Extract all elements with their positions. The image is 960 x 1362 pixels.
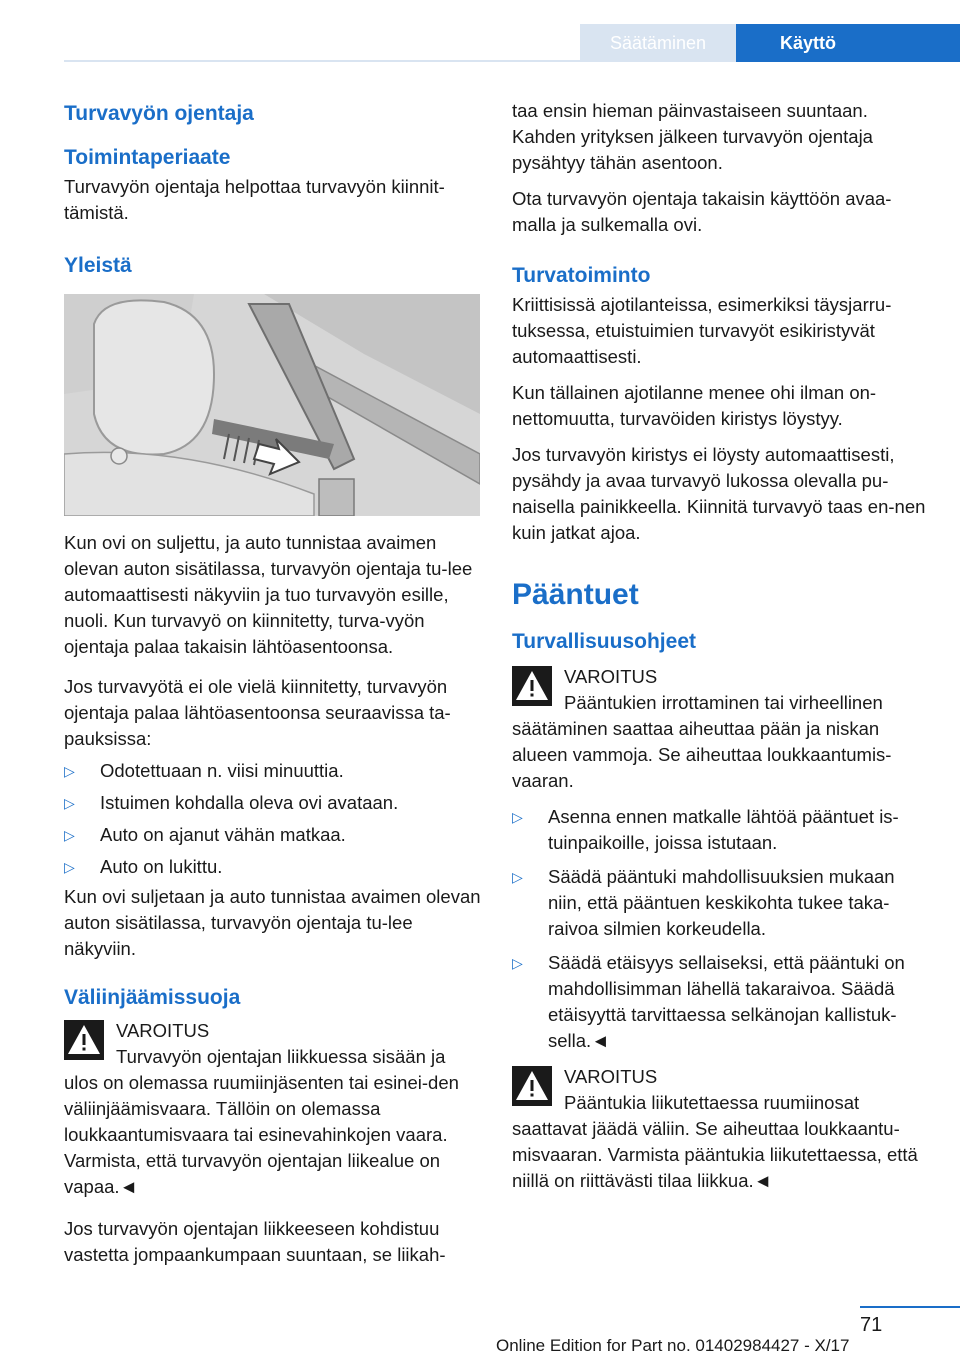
triangle-right-icon: ▷ xyxy=(64,763,75,779)
header-section-label: Säätäminen xyxy=(580,24,736,62)
safety-function-heading: Turvatoiminto xyxy=(512,264,651,287)
triangle-right-icon: ▷ xyxy=(512,809,523,825)
left-column xyxy=(64,98,482,1268)
safety-paragraph-2: Kun tällainen ajotilanne menee ohi ilman on‐nettomuutta, turvavöiden kiristys löystyy. xyxy=(512,382,877,429)
warning-block xyxy=(512,1064,930,1194)
triangle-right-icon: ▷ xyxy=(64,859,75,875)
triangle-right-icon: ▷ xyxy=(64,795,75,811)
header-chapter-tab: Käyttö xyxy=(736,24,960,62)
list-item: ▷ Asenna ennen matkalle lähtöä pääntuet is‐tuinpaikoille, joissa istutaan. xyxy=(512,806,899,853)
warning-block xyxy=(512,664,930,794)
headrests-heading: Pääntuet xyxy=(512,578,639,611)
section-title: Turvavyön ojentaja xyxy=(64,102,254,125)
edition-note: Online Edition for Part no. 01402984427 - X/17 xyxy=(496,1336,850,1355)
paragraph-continued: taa ensin hieman päinvastaiseen suuntaan. Kahden yrityksen jälkeen turvavyön ojentaja pysähtyy tähän asentoon. xyxy=(512,100,873,173)
list-item: ▷ Auto on lukittu. xyxy=(64,854,482,880)
belt-extender-illustration xyxy=(64,294,480,516)
safety-paragraph-3: Jos turvavyön kiristys ei löysty automaattisesti, pysähdy ja avaa turvavyö lukossa olevalla pu‐naisella painikkeella. Kiinnitä turvavyö taas en‐nen kuin jatkat ajoa. xyxy=(512,444,926,543)
warning-label: VAROITUS xyxy=(564,1066,658,1087)
warning-first-line: Pääntukia liikutettaessa ruumiinosat xyxy=(564,1092,860,1113)
warning-label: VAROITUS xyxy=(116,1020,210,1041)
list-item: ▷ Säädä etäisyys sellaiseksi, että pääntuki on mahdollisimman lähellä takaraivoa. Säädä etäisyyttä tarvittaessa selkänojan kallistuk‐sella.◄ xyxy=(512,952,905,1051)
triangle-right-icon: ▷ xyxy=(512,869,523,885)
warning-first-line: Turvavyön ojentajan liikkuessa sisään ja xyxy=(116,1046,446,1067)
general-heading: Yleistä xyxy=(64,254,132,277)
right-column xyxy=(512,98,930,1194)
triangle-right-icon: ▷ xyxy=(64,827,75,843)
list-item: ▷ Odotettuaan n. viisi minuuttia. xyxy=(64,758,482,784)
paragraph-restore: Ota turvavyön ojentaja takaisin käyttöön avaa‐malla ja sulkemalla ovi. xyxy=(512,188,892,235)
return-conditions-list xyxy=(64,758,482,880)
triangle-right-icon: ▷ xyxy=(512,955,523,971)
headrest-instructions-list xyxy=(512,804,930,1054)
pinch-protection-heading: Väliinjäämissuoja xyxy=(64,986,241,1009)
paragraph-1: Kun ovi on suljettu, ja auto tunnistaa avaimen olevan auton sisätilassa, turvavyön ojentaja tu‐lee automaattisesti näkyviin ja tuo turvavyön esille, nuoli. Kun turvavyö on kiinnitetty, turva‐vyön ojentaja palaa takaisin lähtöasentoonsa. xyxy=(64,532,473,657)
principle-heading: Toimintaperiaate xyxy=(64,146,231,169)
safety-paragraph-1: Kriittisissä ajotilanteissa, esimerkiksi täysjarru‐tuksessa, etuistuimien turvavyöt esikiristyvät automaattisesti. xyxy=(512,294,892,367)
warning-first-line: Pääntukien irrottaminen tai virheellinen xyxy=(564,692,883,713)
warning-triangle-icon xyxy=(64,1020,104,1060)
principle-text: Turvavyön ojentaja helpottaa turvavyön kiinnit‐tämistä. xyxy=(64,176,445,223)
list-item: ▷ Istuimen kohdalla oleva ovi avataan. xyxy=(64,790,482,816)
warning-label: VAROITUS xyxy=(564,666,658,687)
paragraph-2: Jos turvavyötä ei ole vielä kiinnitetty, turvavyön ojentaja palaa lähtöasentoonsa seuraavissa ta‐pauksissa: xyxy=(64,676,451,749)
list-item: ▷ Säädä pääntuki mahdollisuuksien mukaan niin, että pääntuen keskikohta tukee taka‐raivoa silmien korkeudella. xyxy=(512,866,895,939)
warning-text: säätäminen saattaa aiheuttaa pään ja niskan alueen vammoja. Se aiheuttaa loukkaantumis‐vaaran. xyxy=(512,718,892,791)
paragraph-3: Kun ovi suljetaan ja auto tunnistaa avaimen olevan auton sisätilassa, turvavyön ojentaja tu‐lee näkyviin. xyxy=(64,886,481,959)
warning-text: saattavat jäädä väliin. Se aiheuttaa loukkaantu‐misvaaran. Varmista pääntukia liikutettaessa, että niillä on riittävästi tilaa liikkua.◄ xyxy=(512,1118,918,1191)
footer-rule xyxy=(860,1306,960,1308)
warning-text: ulos on olemassa ruumiinjäsenten tai esinei‐den väliinjäämisvaara. Tällöin on olemassa loukkaantumisvaara tai esinevahinkojen vaara. Varmista, että turvavyön ojentajan liikealue on vapaa.◄ xyxy=(64,1072,459,1197)
page-number: 71 xyxy=(860,1314,883,1336)
warning-triangle-icon xyxy=(512,666,552,706)
warning-block xyxy=(64,1018,482,1200)
safety-notes-heading: Turvallisuusohjeet xyxy=(512,630,696,653)
paragraph-4: Jos turvavyön ojentajan liikkeeseen kohdistuu vastetta jompaankumpaan suuntaan, se liikah‐ xyxy=(64,1218,446,1265)
warning-triangle-icon xyxy=(512,1066,552,1106)
list-item: ▷ Auto on ajanut vähän matkaa. xyxy=(64,822,482,848)
